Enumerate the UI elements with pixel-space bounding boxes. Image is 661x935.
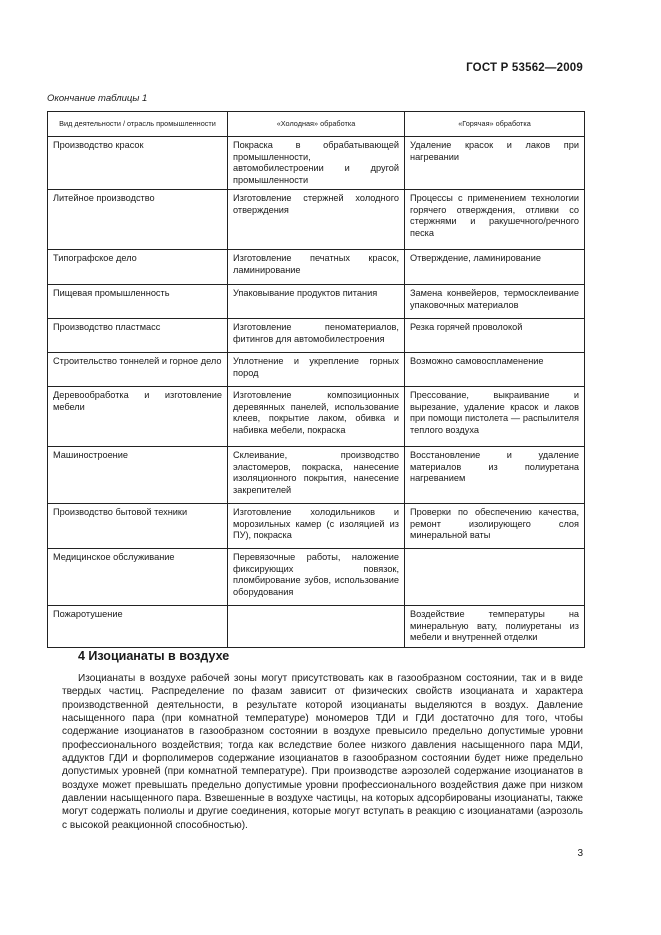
industry-processes-table <box>47 111 585 648</box>
cell-cold: Упаковывание продуктов питания <box>228 285 405 319</box>
cell-cold: Перевязочные работы, наложение фиксирующих повязок, пломбирование зубов, использование оборудования <box>228 549 405 606</box>
cell-industry: Производство красок <box>48 137 228 190</box>
cell-cold: Изготовление стержней холодного отверждения <box>228 190 405 250</box>
page-number: 3 <box>577 848 583 859</box>
cell-hot: Восстановление и удаление материалов из полиуретана нагреванием <box>405 447 585 504</box>
table-row <box>48 387 585 447</box>
cell-cold: Покраска в обрабатывающей промышленности, автомобилестроении и другой промышленности <box>228 137 405 190</box>
table-row <box>48 137 585 190</box>
table-row <box>48 549 585 606</box>
cell-industry: Строительство тоннелей и горное дело <box>48 353 228 387</box>
standard-number: ГОСТ Р 53562—2009 <box>466 62 583 74</box>
cell-industry: Медицинское обслуживание <box>48 549 228 606</box>
body-paragraph: Изоцианаты в воздухе рабочей зоны могут присутствовать как в газообразном состоянии, так и в виде твердых частиц. Распределение по фазам зависит от физических свойств изоцианата и характера производственной деятельности, в результате которой изоцианаты выделяются в воздух. Давление насыщенного пара (при комнатной температуре) мономеров ТДИ и ГДИ достаточно для того, чтобы содержание изоцианатов в газообразном состоянии в воздухе превысило предельно допустимые уровни профессионального воздействия; тогда как вследствие более низкого давления насыщенного пара МДИ, аддуктов ГДИ и форполимеров содержание изоцианатов в газообразном состоянии будет ниже предельно допустимых уровней (при комнатной температуре). При производстве аэрозолей содержание изоцианатов в воздухе может превышать предельно допустимые уровни профессионального воздействия даже при низком давлении насыщенного пара. Взвешенные в воздухе частицы, на которых адсорбированы изоцианаты, также могут содержать полиолы и другие соединения, которые могут вступать в реакцию с изоцианатами (аэрозоль с высокой реакционной способностью). <box>62 673 583 831</box>
cell-hot: Резка горячей проволокой <box>405 319 585 353</box>
table-row <box>48 353 585 387</box>
column-header-hot: «Горячая» обработка <box>405 112 585 137</box>
cell-cold: Уплотнение и укрепление горных пород <box>228 353 405 387</box>
cell-cold: Изготовление холодильников и морозильных камер (с изоляцией из ПУ), покраска <box>228 504 405 549</box>
cell-hot: Проверки по обеспечению качества, ремонт изолирующего слоя минеральной ваты <box>405 504 585 549</box>
cell-cold: Изготовление печатных красок, ламинирование <box>228 250 405 285</box>
cell-industry: Типографское дело <box>48 250 228 285</box>
table-row <box>48 250 585 285</box>
table-row <box>48 285 585 319</box>
cell-industry: Деревообработка и изготовление мебели <box>48 387 228 447</box>
cell-cold: Изготовление пеноматериалов, фитингов для автомобилестроения <box>228 319 405 353</box>
table-row <box>48 190 585 250</box>
cell-hot: Воздействие температуры на минеральную вату, полиуретаны из мебели и внутренней отделки <box>405 606 585 648</box>
cell-hot <box>405 549 585 606</box>
cell-hot: Процессы с применением технологии горячего отверждения, отливки со стержнями и ракушечного/речного песка <box>405 190 585 250</box>
table-caption: Окончание таблицы 1 <box>47 93 148 104</box>
column-header-cold: «Холодная» обработка <box>228 112 405 137</box>
cell-hot: Возможно самовоспламенение <box>405 353 585 387</box>
cell-cold: Изготовление композиционных деревянных панелей, использование клеев, покрытие лаком, обивка и набивка мебели, покраска <box>228 387 405 447</box>
cell-industry: Литейное производство <box>48 190 228 250</box>
cell-industry: Производство пластмасс <box>48 319 228 353</box>
cell-hot: Прессование, выкраивание и вырезание, удаление красок и лаков при помощи пистолета — распылителя теплого воздуха <box>405 387 585 447</box>
cell-hot: Удаление красок и лаков при нагревании <box>405 137 585 190</box>
table-row <box>48 606 585 648</box>
cell-industry: Машиностроение <box>48 447 228 504</box>
section-body <box>62 672 583 832</box>
cell-cold <box>228 606 405 648</box>
cell-cold: Склеивание, производство эластомеров, покраска, нанесение изоляционного покрытия, нанесение закрепителей <box>228 447 405 504</box>
table-header-row <box>48 112 585 137</box>
column-header-industry: Вид деятельности / отрасль промышленности <box>48 112 228 137</box>
section-title: 4 Изоцианаты в воздухе <box>78 649 230 663</box>
cell-industry: Производство бытовой техники <box>48 504 228 549</box>
table-row <box>48 319 585 353</box>
cell-industry: Пищевая промышленность <box>48 285 228 319</box>
cell-industry: Пожаротушение <box>48 606 228 648</box>
cell-hot: Отверждение, ламинирование <box>405 250 585 285</box>
cell-hot: Замена конвейеров, термосклеивание упаковочных материалов <box>405 285 585 319</box>
table-row <box>48 504 585 549</box>
table-row <box>48 447 585 504</box>
